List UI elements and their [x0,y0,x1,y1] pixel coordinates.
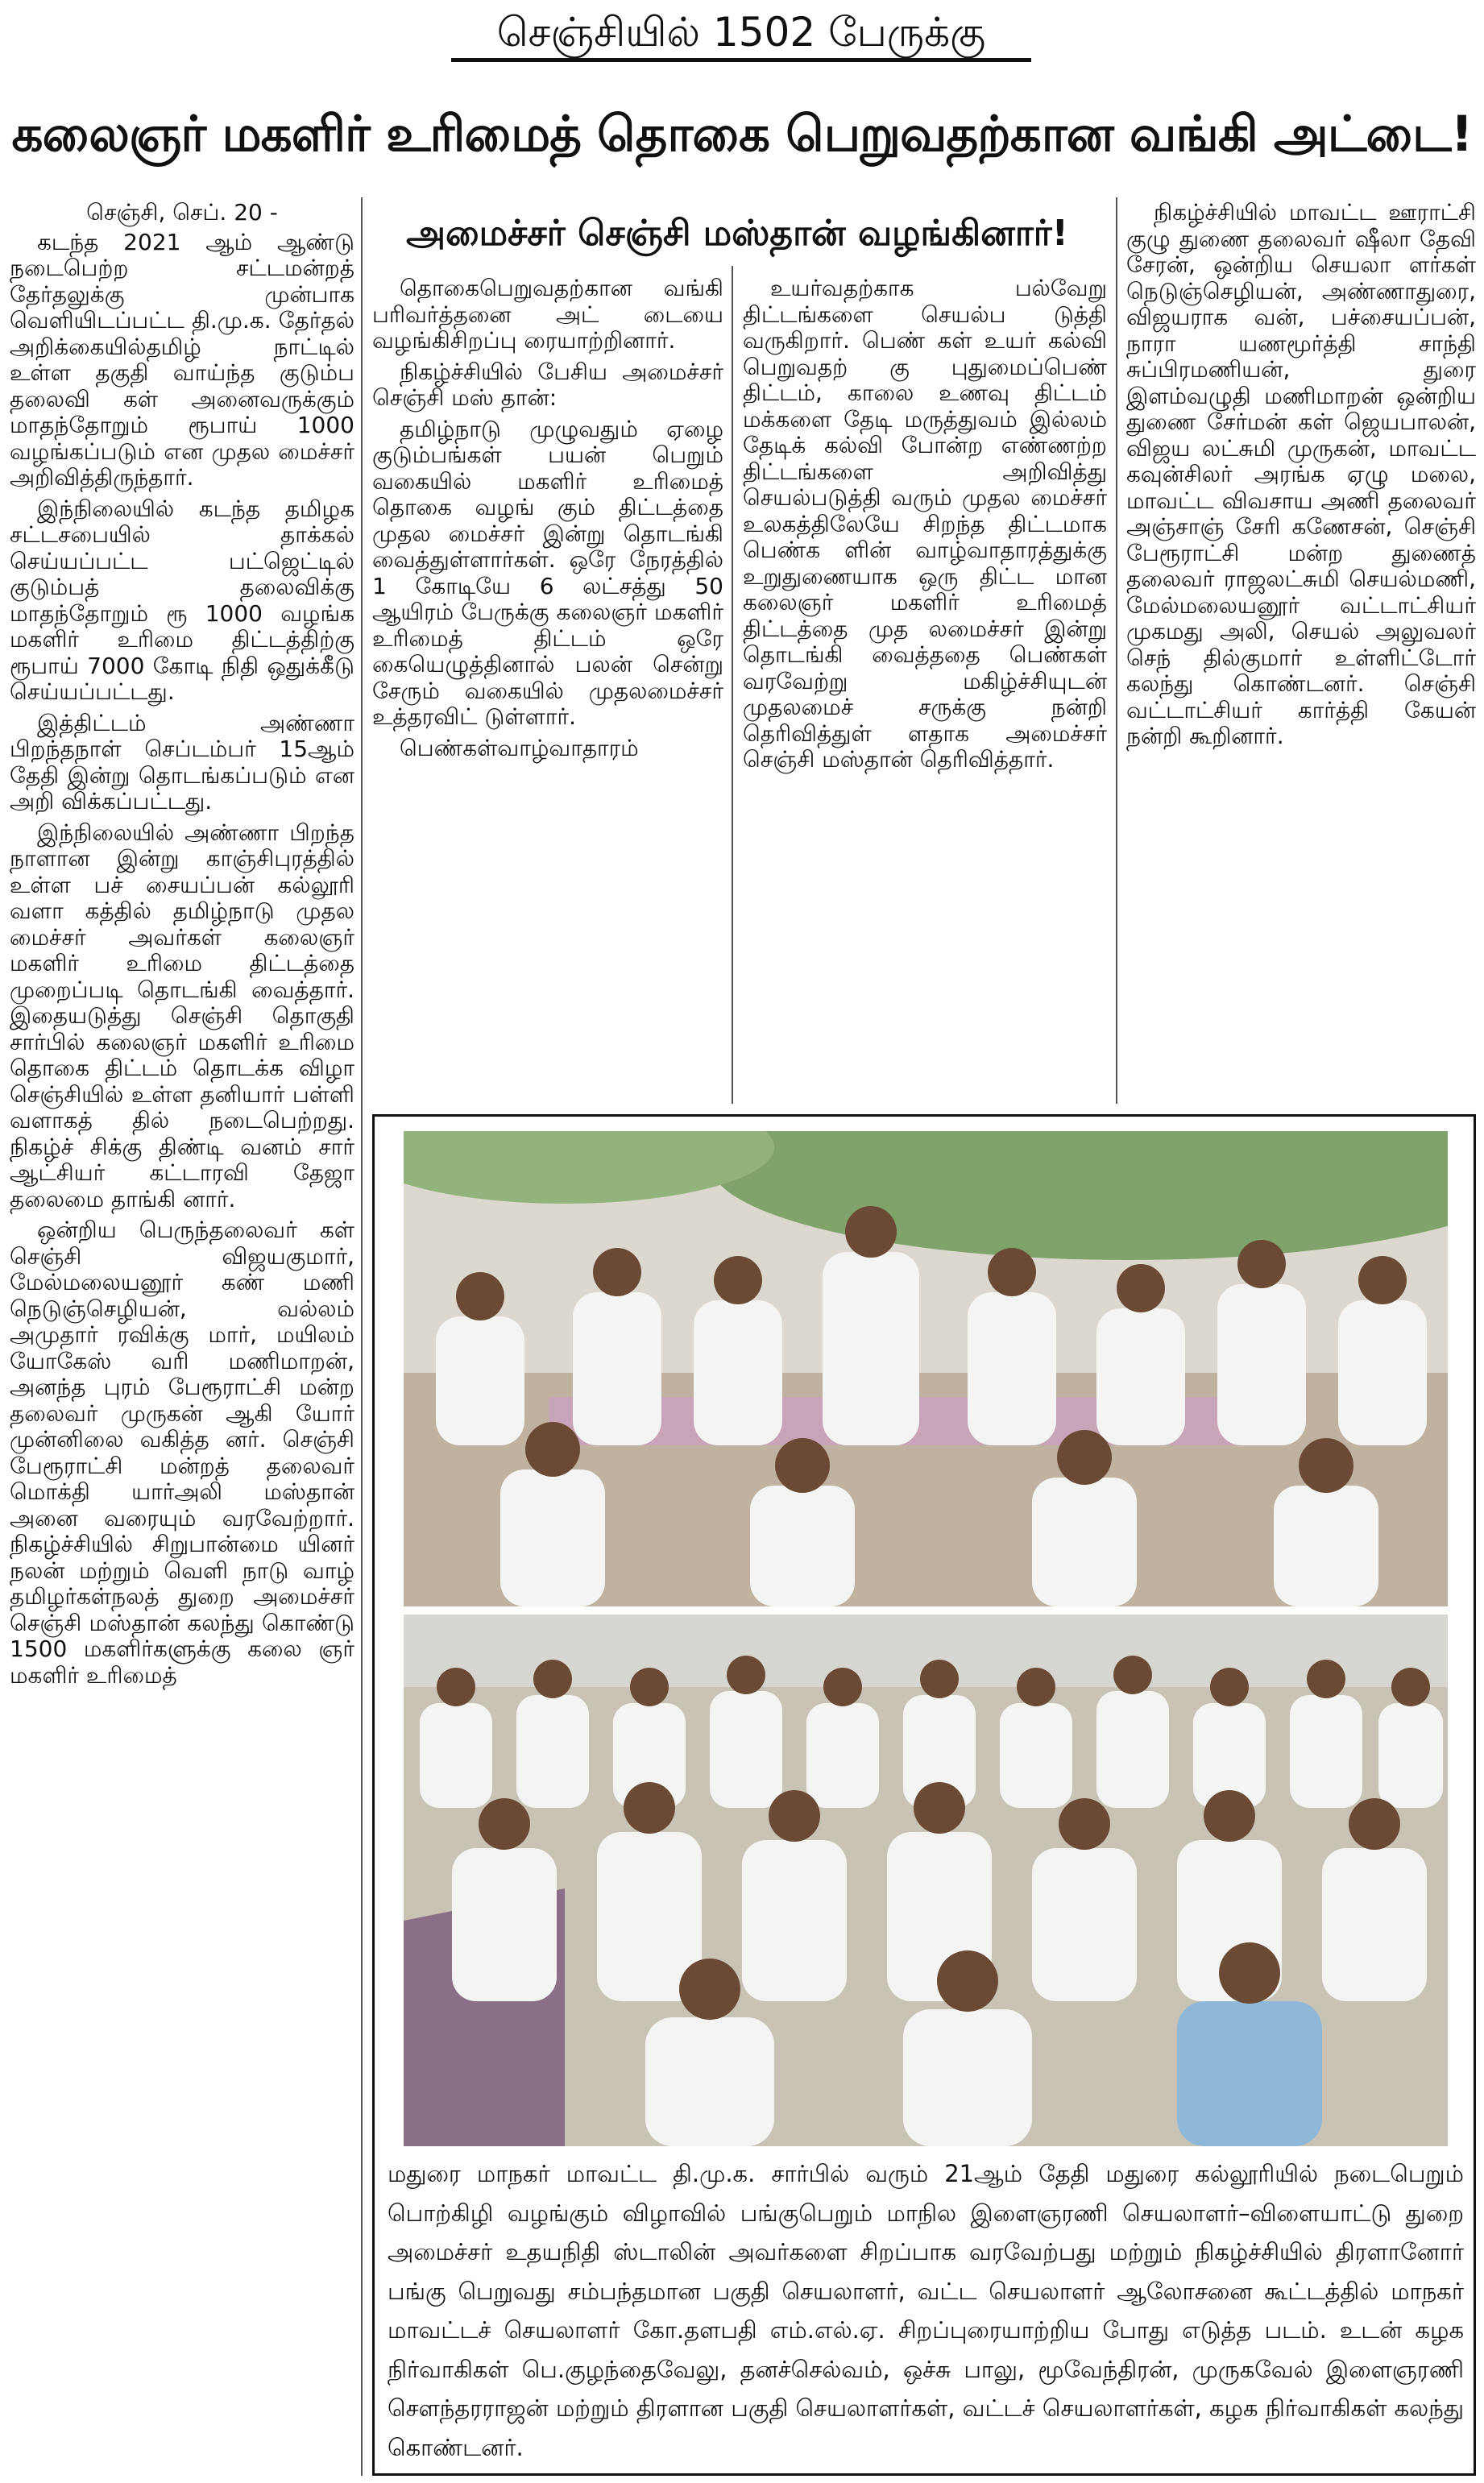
paragraph: ஒன்றிய பெருந்தலைவர் கள் செஞ்சி விஜயகுமார், மேல்மலையனூர் கண் மணி நெடுஞ்செழியன், வல்லம் அமுதார் ரவிக்கு மார், மயிலம் யோகேஸ் வரி மணிமாறன், அனந்த புரம் பேரூராட்சி மன்ற தலைவர் முருகன் ஆகி யோர் முன்னிலை வகித்த னர். செஞ்சி பேரூராட்சி மன்றத் தலைவர் மொக்தி யார்அலி மஸ்தான் அனை வரையும் வரவேற்றார். நிகழ்ச்சியில் சிறுபான்மை யினர் நலன் மற்றும் வெளி நாடு வாழ் தமிழர்கள்நலத் துறை அமைச்சர் செஞ்சி மஸ்தான் கலந்து கொண்டு 1500 மகளிர்களுக்கு கலை ஞர் மகளிர் உரிமைத் [10,1217,354,1689]
photo-caption: மதுரை மாநகர் மாவட்ட தி.மு.க. சார்பில் வரும் 21ஆம் தேதி மதுரை கல்லூரியில் நடைபெறும் பொற்கிழி வழங்கும் விழாவில் பங்குபெறும் மாநில இளைஞரணி செயலாளர்–விளையாட்டு துறை அமைச்சர் உதயநிதி ஸ்டாலின் அவர்களை சிறப்பாக வரவேற்பது மற்றும் நிகழ்ச்சியில் திரளானோர் பங்கு பெறுவது சம்பந்தமான பகுதி செயலாளர், வட்ட செயலாளர் ஆலோசனை கூட்டத்தில் மாநகர் மாவட்டச் செயலாளர் கோ.தளபதி எம்.எல்.ஏ. சிறப்புரையாற்றிய போது எடுத்த படம். உடன் கழக நிர்வாகிகள் பெ.குழந்தைவேலு, தனச்செல்வம், ஒச்சு பாலு, மூவேந்திரன், முருகவேல் இளைஞரணி சௌந்தரராஜன் மற்றும் திரளான பகுதி செயலாளர்கள், வட்டச் செயலாளர்கள், கழக நிர்வாகிகள் கலந்து கொண்டனர். [388,2160,1464,2461]
kicker: செஞ்சியில் 1502 பேருக்கு [451,6,1031,62]
article-column-4 [1126,200,1476,1106]
meeting-photo-bottom [404,1615,1448,2146]
photo-box [372,1114,1476,2476]
paragraph: இத்திட்டம் அண்ணா பிறந்தநாள் செப்டம்பர் 15ஆம் தேதி இன்று தொடங்கப்படும் என அறி விக்கப்பட்டது. [10,709,354,815]
paragraph: நிகழ்ச்சியில் பேசிய அமைச்சர் செஞ்சி மஸ் தான்: [372,358,723,411]
article-column-1 [10,200,354,2476]
column-rule-1 [361,197,363,2476]
subhead: அமைச்சர் செஞ்சி மஸ்தான் வழங்கினார்! [406,213,1068,254]
paragraph: உயர்வதற்காக பல்வேறு திட்டங்களை செயல்ப டுத்தி வருகிறார். பெண் கள் உயர் கல்வி பெறுவதற் கு புதுமைப்பெண் திட்டம், காலை உணவு திட்டம் மக்களை தேடி மருத்துவம் இல்லம் தேடிக் கல்வி போன்ற எண்ணற்ற திட்டங்களை அறிவித்து செயல்படுத்தி வரும் முதல மைச்சர் உலகத்திலேயே சிறந்த திட்டமாக பெண்க ளின் வாழ்வாதாரத்துக்கு உறுதுணையாக ஒரு திட்ட மான கலைஞர் மகளிர் உரிமைத் திட்டத்தை முத லமைச்சர் இன்று தொடங்கி வைத்ததை பெண்கள் வரவேற்று மகிழ்ச்சியுடன் முதலமைச் சருக்கு நன்றி தெரிவித்துள் ளதாக அமைச்சர் செஞ்சி மஸ்தான் தெரிவித்தார். [743,276,1107,773]
paragraph: நிகழ்ச்சியில் மாவட்ட ஊராட்சி குழு துணை தலைவர் ஷீலா தேவி சேரன், ஒன்றிய செயலா ளர்கள் நெடுஞ்செழியன், அண்ணாதுரை, விஜயராக வன், பச்சையப்பன், நாரா யணமூர்த்தி சாந்தி சுப்பிரமணியன், துரை இளம்வழுதி மணிமாறன் ஒன்றிய துணை சேர்மன் கள் ஜெயபாலன், விஜய லட்சுமி முருகன், மாவட்ட கவுன்சிலர் அரங்க ஏழு மலை, மாவட்ட விவசாய அணி தலைவர் அஞ்சாஞ் சேரி கணேசன், செஞ்சி பேரூராட்சி மன்ற துணைத் தலைவர் ராஜலட்சுமி செயல்மணி, மேல்மலையனூர் வட்டாட்சியர் முகமது அலி, செயல் அலுவலர் செந் தில்குமார் உள்ளிட்டோர் கலந்து கொண்டனர். செஞ்சி வட்டாட்சியர் கார்த்தி கேயன் நன்றி கூறினார். [1126,200,1476,749]
paragraph: தொகைபெறுவதற்கான வங்கி பரிவர்த்தனை அட் டையை வழங்கிசிறப்பு ரையாற்றினார். [372,276,723,354]
paragraph: தமிழ்நாடு முழுவதும் ஏழை குடும்பங்கள் பயன் பெறும் வகையில் மகளிர் உரிமைத் தொகை வழங் கும் திட்டத்தை முதல மைச்சர் இன்று தொடங்கி வைத்துள்ளார்கள். ஒரே நேரத்தில் 1 கோடியே 6 லட்சத்து 50 ஆயிரம் பேருக்கு கலைஞர் மகளிர் உரிமைத் திட்டம் ஒரே கையெழுத்தினால் பலன் சென்று சேரும் வகையில் முதலமைச்சர் உத்தரவிட் டுள்ளார். [372,415,723,730]
paragraph: கடந்த 2021 ஆம் ஆண்டு நடைபெற்ற சட்டமன்றத் தேர்தலுக்கு முன்பாக வெளியிடப்பட்ட தி.மு.க. தேர்தல் அறிக்கையில்தமிழ் நாட்டில் உள்ள தகுதி வாய்ந்த குடும்ப தலைவி கள் அனைவருக்கும் மாதந்தோறும் ரூபாய் 1000 வழங்கப்படும் என முதல மைச்சர் அறிவித்திருந்தார். [10,228,354,491]
meeting-photo-top [404,1131,1448,1606]
column-rule-2 [732,266,733,1104]
dateline: செஞ்சி, செப். 20 - [86,200,278,226]
headline: கலைஞர் மகளிர் உரிமைத் தொகை பெறுவதற்கான வங்கி அட்டை! [11,106,1473,163]
paragraph: இந்நிலையில் கடந்த தமிழக சட்டசபையில் தாக்கல் செய்யப்பட்ட பட்ஜெட்டில் குடும்பத் தலைவிக்கு மாதந்தோறும் ரூ 1000 வழங்க மகளிர் உரிமை திட்டத்திற்கு ரூபாய் 7000 கோடி நிதி ஒதுக்கீடு செய்யப்பட்டது. [10,495,354,705]
article-column-2 [372,276,723,1105]
paragraph: பெண்கள்வாழ்வாதாரம் [400,734,639,761]
column-rule-3 [1116,197,1117,1104]
article-column-3 [743,276,1107,1105]
paragraph: இந்நிலையில் அண்ணா பிறந்த நாளான இன்று காஞ்சிபுரத்தில் உள்ள பச் சையப்பன் கல்லூரி வளா கத்தில் தமிழ்நாடு முதல மைச்சர் அவர்கள் கலைஞர் மகளிர் உரிமை திட்டத்தை முறைப்படி தொடங்கி வைத்தார். இதையடுத்து செஞ்சி தொகுதி சார்பில் கலைஞர் மகளிர் உரிமை தொகை திட்டம் தொடக்க விழா செஞ்சியில் உள்ள தனியார் பள்ளி வளாகத் தில் நடைபெற்றது. நிகழ்ச் சிக்கு திண்டி வனம் சார் ஆட்சியர் கட்டாரவி தேஜா தலைமை தாங்கி னார். [10,819,354,1212]
